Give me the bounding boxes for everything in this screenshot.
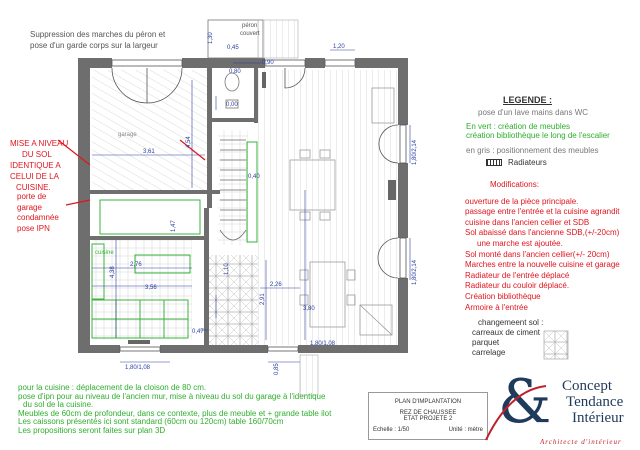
legend-green: En vert : création de meubles création bibliothèque le long de l'escalier [466,122,610,140]
dim-454: 4,54 [186,136,192,148]
cuisine-label: cuisine [95,250,114,256]
legend-radiators: Radiateurs [486,158,547,167]
stair-area [218,130,248,245]
dim-438: 4,38 [110,266,116,278]
bottom-notes: pour la cuisine : déplacement de la cloison de 80 cm. pose d'ipn pour au niveau de l'ancien mur, mise à niveau du sol du garage à l'identique du sol de la cuisine. Meubles de 60cm de profondeur, dans ce contexte, plus de meuble et + grande table ilot Les caissons présentés ici sont standard (60cm ou 120cm) table 160/70cm Les propositions seront faites sur plan 3D [18,383,332,435]
dim-180-left: 1,80/1,08 [125,365,151,371]
living-floor [258,70,398,345]
dim-356: 3,56 [145,285,157,291]
floor-change: changemeent sol : carreaux de ciment parquet carrelage [472,318,544,357]
brand-tagline: Architecte d'intérieur [540,438,622,446]
radiator-icon [486,159,502,166]
dim-180-right: 1,80/1,08 [310,341,336,347]
dim-120: 1,20 [333,44,345,50]
dim-047: 0,47 [192,329,204,335]
brand-name: Concept Tendance Intérieur [562,378,624,426]
dim-085: 0,85 [274,363,280,375]
legend-title: LEGENDE : [503,95,553,105]
dim-226: 2,26 [270,282,282,288]
dim-361: 3,61 [143,149,155,155]
peron-label-1: péron [242,23,258,29]
garage-label: garage [118,132,137,138]
peron-label-2: couvert [240,31,260,37]
header-note: Suppression des marches du péron et pose d'un garde corps sur la largeur [30,30,166,50]
dim-180-a: 1,80/2,14 [412,139,418,165]
garage-door-note: porte de garage condamnée pose IPN [17,192,59,233]
dim-090: 0,90 [262,60,274,66]
dim-110: 1,10 [224,263,230,275]
brand-ampersand: & [498,367,552,437]
legend-gray: en gris : positionnement des meubles [466,146,599,155]
dim-380: 3,80 [303,306,315,312]
dim-291: 2,91 [260,293,266,305]
dim-130: 1,30 [208,32,214,44]
dim-080: 0,80 [229,69,241,75]
title-block: PLAN D'IMPLANTATION REZ DE CHAUSSEE ETAT PROJETE 2 Echelle : 1/50 Unité : mètre [368,392,488,440]
dim-180-b: 1,80/2,14 [412,259,418,285]
garage-floor [92,70,207,190]
legend-wc: pose d'un lave mains dans WC [478,108,589,117]
modifications: Modifications: ouverture de la pièce principale. passage entre l'entrée et la cuisine agrandit cuisine dans l'ancien cellier et SDB Sol abaissé dans l'ancienne SDB,(+/-20cm) une marche est ajoutée. Sol monté dans l'ancien cellier(+/- 20cm) Marches entre la nouvelle cuisine et garage Radiateur de l'entrée déplacé Radiateur du couloir déplacé. Création bibliothèque Armoire à l'entrée [465,180,620,312]
dim-147: 1,47 [171,220,177,232]
entry-tiles [208,255,258,345]
dim-040: 0,40 [248,174,260,180]
left-red-note: MISE A NIVEAU DU SOL IDENTIQUE A CELUI DE LA CUISINE. [10,139,69,192]
dim-276: 2,76 [130,262,142,268]
dim-045: 0,45 [227,45,239,51]
dim-000: 0,00 [226,102,238,108]
tile-sample-icon [543,330,569,360]
